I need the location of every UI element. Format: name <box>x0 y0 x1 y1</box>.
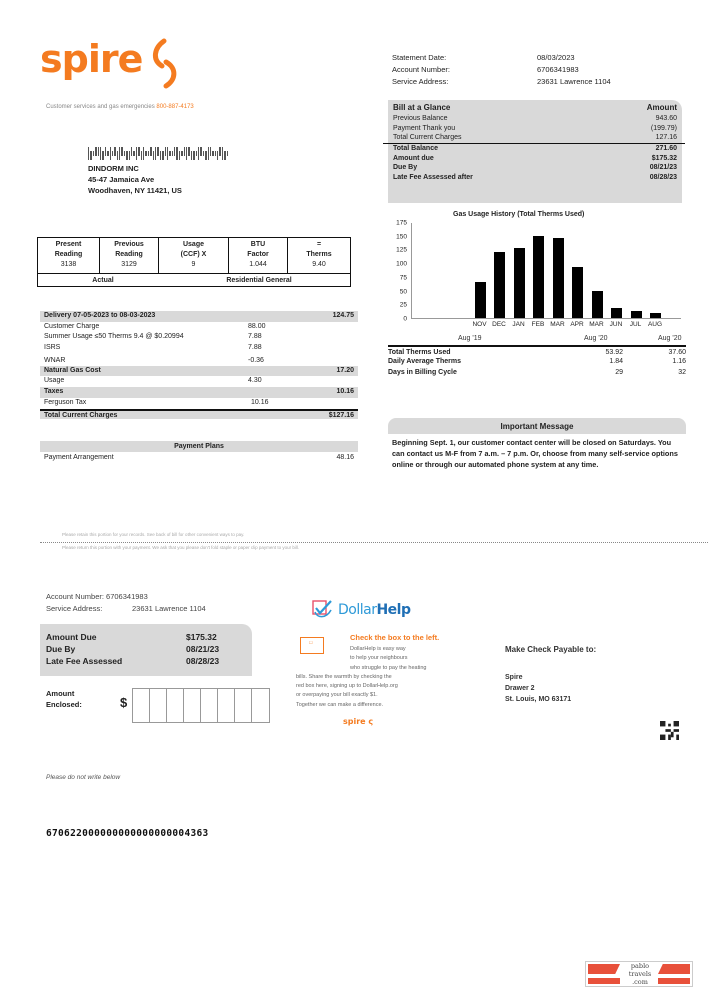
usage-bar <box>494 252 505 318</box>
statement-date: 08/03/2023 <box>537 53 575 62</box>
charge-row: WNAR -0.36 <box>44 356 264 364</box>
section-natural-gas: Natural Gas Cost 17.20 <box>40 366 358 377</box>
x-tick-label: NOV <box>472 321 487 328</box>
account-number: 6706341983 <box>537 65 579 74</box>
meter-reading-table <box>37 237 351 287</box>
due-date: 08/21/23 <box>649 164 677 172</box>
hands-check-icon <box>312 600 334 620</box>
dollarhelp-checkbox[interactable]: ☐ <box>300 637 324 654</box>
usage-row: Total Therms Used 53.92 37.60 <box>388 345 686 356</box>
postal-barcode <box>88 147 228 160</box>
meter-col-therms: = Therms 9.40 <box>306 241 332 268</box>
spire-logo <box>40 38 180 90</box>
statement-info <box>392 52 611 88</box>
account-number-label: Account Number: <box>392 65 450 74</box>
mailing-address <box>88 163 182 196</box>
customer-city: Woodhaven, NY 11421, US <box>88 186 182 195</box>
usage-bar <box>533 236 544 318</box>
customer-service-line <box>46 104 194 110</box>
ocr-scan-line: 670622000000000000000004363 <box>46 828 209 839</box>
chart-plot-area <box>411 223 681 319</box>
charge-row: Usage 4.30 <box>44 377 262 385</box>
total-current-charges: Total Current Charges $127.16 <box>40 409 358 420</box>
make-check-payable-title: Make Check Payable to: <box>505 645 597 654</box>
chart-y-axis <box>391 219 411 327</box>
statement-date-label: Statement Date: <box>392 53 447 62</box>
bill-at-a-glance: Bill at a Glance Amount Previous Balance 943.60 Payment Thank you (199.79) Total Current Charges 127.16 Total Balance 271.60 Amount due $175.32 Due By 08/21/23 Late Fee Assessed after 08/28/23 <box>388 100 682 203</box>
customer-street: 45-47 Jamaica Ave <box>88 175 155 184</box>
period-1: Aug '19 <box>458 335 482 342</box>
usage-bar <box>572 267 583 318</box>
x-tick-label: JAN <box>512 321 525 328</box>
customer-name: DINDORM INC <box>88 164 139 173</box>
x-tick-label: JUL <box>629 321 642 328</box>
period-3: Aug '20 <box>658 335 682 342</box>
y-tick: 25 <box>399 301 407 309</box>
do-not-write-notice: Please do not write below <box>46 774 121 781</box>
charge-row: Customer Charge 88.00 <box>44 322 266 330</box>
usage-summary-rows <box>388 345 686 378</box>
usage-bar <box>650 313 661 318</box>
glance-amount-header: Amount <box>646 103 677 112</box>
section-taxes: Taxes 10.16 <box>40 387 358 398</box>
charge-row: ISRS 7.88 <box>44 344 262 352</box>
stub-account-number: 6706341983 <box>106 592 148 601</box>
x-tick-label: DEC <box>492 321 506 328</box>
customer-service-phone[interactable]: 800-887-4173 <box>156 104 194 110</box>
meter-col-present: Present Reading 3138 <box>38 238 100 273</box>
y-tick: 100 <box>396 260 407 268</box>
charge-row: Ferguson Tax 10.16 <box>44 398 269 406</box>
usage-bar <box>611 308 622 318</box>
usage-bar <box>475 282 486 318</box>
retain-notice: Please retain this portion for your records. See back of bill for other convenient ways to pay. <box>62 532 245 537</box>
glance-title: Bill at a Glance <box>393 103 451 112</box>
customer-service-label: Customer services and gas emergencies <box>46 104 155 110</box>
previous-balance: 943.60 <box>655 115 677 122</box>
service-address-label: Service Address: <box>392 77 449 86</box>
important-message-title: Important Message <box>388 418 686 434</box>
usage-bar <box>553 238 564 318</box>
current-charges: 127.16 <box>655 134 677 142</box>
return-notice: Please return this portion with your payment. We ask that you please don't fold staple or paper clip payment to your bill. <box>62 545 300 550</box>
x-tick-label: MAR <box>589 321 604 328</box>
service-address: 23631 Lawrence 1104 <box>537 77 611 86</box>
dollarhelp-body: DollarHelp is easy way to help your neighbours who struggle to pay the heating bills. Share the warmth by checking the red box here, signing up to DollarHelp.org or overpaying your bill exactly $1. Together we can make a difference. <box>296 646 427 708</box>
y-tick: 75 <box>399 274 407 282</box>
charge-row: Summer Usage ≤50 Therms 9.4 @ $0.20994 7.88 <box>44 333 262 341</box>
y-tick: 50 <box>399 288 407 296</box>
spire-wordmark: spire <box>40 37 143 81</box>
reading-type: Actual <box>92 277 114 284</box>
x-tick-label: AUG <box>647 321 663 328</box>
chart-title: Gas Usage History (Total Therms Used) <box>453 211 585 218</box>
usage-bar <box>592 291 603 318</box>
remit-address: Spire Drawer 2 St. Louis, MO 63171 <box>505 674 572 703</box>
rate-class: Residential General <box>226 277 292 284</box>
charges-table <box>40 311 358 419</box>
stub-due-by: 08/21/23 <box>186 644 220 654</box>
important-message-body: Beginning Sept. 1, our customer contact center will be closed on Saturdays. You can contact us M-F from 7 a.m. – 7 p.m. Or, choose from many self-service options online or through our automated phone system at any time. <box>392 438 678 469</box>
y-tick: 175 <box>396 219 407 227</box>
late-fee-date: 08/28/23 <box>649 174 677 182</box>
stub-amount-due: $175.32 <box>186 632 217 642</box>
amount-enclosed-label: Amount Enclosed: <box>46 689 82 709</box>
payment-plan-row: Payment Arrangement 48.16 <box>44 454 354 461</box>
y-tick: 0 <box>403 315 407 323</box>
section-delivery: Delivery 07-05-2023 to 08-03-2023 124.75 <box>40 311 358 322</box>
meter-col-previous: Previous Reading 3129 <box>100 238 159 273</box>
x-tick-label: JUN <box>609 321 623 328</box>
tear-line <box>40 542 708 543</box>
gas-usage-chart <box>383 207 688 347</box>
watermark-logo: pablo travels .com <box>585 961 693 987</box>
amount-due: $175.32 <box>651 154 677 162</box>
qr-code-icon[interactable] <box>660 721 679 740</box>
x-tick-label: FEB <box>531 321 545 328</box>
usage-row: Daily Average Therms 1.84 1.16 <box>388 358 686 365</box>
payment-received: (199.79) <box>650 124 677 132</box>
dollarhelp-logo: DollarHelp <box>312 600 411 620</box>
spire-flame-icon: ς <box>368 717 374 726</box>
meter-col-usage: Usage (CCF) X 9 <box>159 238 229 273</box>
payment-plans <box>40 441 358 463</box>
amount-enclosed-input[interactable] <box>132 688 270 723</box>
period-2: Aug '20 <box>584 335 608 342</box>
usage-row: Days in Billing Cycle 29 32 <box>388 369 686 376</box>
usage-bar <box>514 248 525 318</box>
y-tick: 125 <box>396 246 407 254</box>
stub-account-info: Account Number: 6706341983 Service Address: 23631 Lawrence 1104 <box>46 592 206 613</box>
x-tick-label: APR <box>570 321 584 328</box>
stub-service-address: 23631 Lawrence 1104 <box>132 604 206 613</box>
x-tick-label: MAR <box>550 321 565 328</box>
stub-late-fee: 08/28/23 <box>186 656 220 666</box>
usage-bar <box>631 311 642 318</box>
stub-amount-due-box: Amount Due $175.32 Due By 08/21/23 Late Fee Assessed 08/28/23 <box>40 624 252 676</box>
dollarhelp-headline: Check the box to the left. <box>350 633 440 642</box>
y-tick: 150 <box>396 233 407 241</box>
dollarhelp-spire-logo: spire ς <box>343 717 374 726</box>
currency-symbol: $ <box>120 695 128 710</box>
spire-flame-icon <box>150 38 180 90</box>
payment-plans-title: Payment Plans <box>40 441 358 452</box>
total-balance: 271.60 <box>655 145 677 153</box>
meter-col-btu: BTU Factor 1.044 <box>229 238 288 273</box>
